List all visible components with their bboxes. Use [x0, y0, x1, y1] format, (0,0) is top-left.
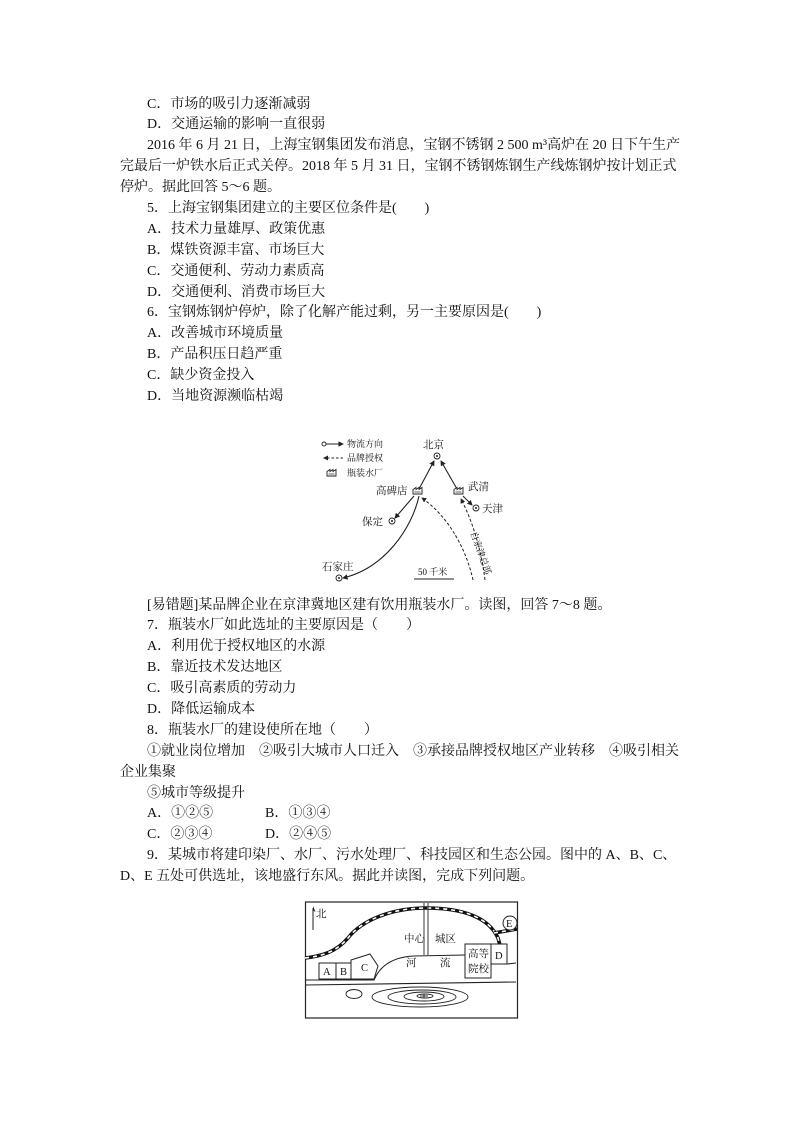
passage-line: 2016 年 6 月 21 日，上海宝钢集团发布消息，宝钢不锈钢 2 500 m³高炉在 20 日下午生产 [147, 138, 681, 154]
passage-line: 停炉。据此回答 5～6 题。 [120, 180, 281, 196]
river-label-he: 河 [406, 958, 417, 969]
q6-option-d: D．当地资源濒临枯竭 [147, 388, 284, 404]
q8-option-d: D．②④⑤ [265, 827, 332, 843]
place-tianjin: 天津 [482, 504, 503, 515]
shijiazhuang-point-dot-icon [338, 577, 340, 579]
site-b-label: B [340, 967, 348, 978]
q5-option-b: B．煤铁资源丰富、市场巨大 [147, 242, 325, 258]
scale-bar [414, 566, 454, 579]
legend-logistics-label: 物流方向 [347, 439, 384, 449]
factory-legend-icon [327, 470, 336, 477]
place-shijiazhuang: 石家庄 [322, 562, 354, 573]
q9-stem-line: D、E 五处可供选址，该地盛行东风。据此并读图，完成下列问题。 [120, 869, 535, 885]
place-gaobeidian: 高碑店 [376, 486, 408, 497]
route-gaobeidian-baoding [395, 496, 414, 518]
site-a-label: A [323, 967, 331, 978]
q7-option-d: D．降低运输成本 [147, 701, 256, 717]
q8-options-row [120, 825, 780, 846]
scale-label: 50 千米 [418, 567, 448, 577]
intro-7-8: [易错题]某品牌企业在京津冀地区建有饮用瓶装水厂。读图，回答 7～8 题。 [147, 597, 612, 613]
tianjin-point-dot-icon [475, 507, 477, 509]
site-c-label: C [361, 963, 369, 974]
city-label-center: 中心 [404, 934, 425, 945]
q8-statements-line: ⑤城市等级提升 [147, 785, 245, 801]
legend-license-label: 品牌授权 [347, 453, 384, 463]
q5-option-d: D．交通便利、消费市场巨大 [147, 284, 326, 300]
river-label-liu: 流 [440, 958, 451, 969]
questions-4-6-section [120, 95, 780, 408]
water-plant-map [315, 432, 510, 584]
q4-option-c: C．市场的吸引力逐渐减弱 [147, 96, 311, 112]
route-gaobeidian-shijiazhuang [343, 496, 419, 578]
city-label-district: 城区 [435, 934, 456, 945]
college-label-line1: 高等 [468, 949, 489, 960]
q7-option-c: C．吸引高素质的劳动力 [147, 681, 297, 697]
wuqing-factory-icon [454, 488, 463, 495]
questions-7-9-section [120, 596, 780, 888]
passage-line: 完最后一炉铁水后正式关停。2018 年 5 月 31 日，宝钢不锈钢炼钢生产线炼钢炉按计划正式 [120, 159, 677, 175]
college-label-line2: 院校 [468, 964, 489, 975]
q6-stem: 6．宝钢炼钢炉停炉，除了化解产能过剩，另一主要原因是( ) [147, 305, 542, 321]
q6-option-b: B．产品积压日趋严重 [147, 347, 283, 363]
q7-stem: 7．瓶装水厂如此选址的主要原因是（ ） [147, 618, 420, 634]
q5-option-c: C．交通便利、劳动力素质高 [147, 263, 325, 279]
site-d-label: D [495, 951, 503, 962]
q4-option-d: D．交通运输的影响一直很弱 [147, 117, 326, 133]
q8-option-a: A．①②⑤ [147, 806, 214, 822]
site-e-label: E [506, 919, 513, 930]
q8-option-b: B．①③④ [265, 806, 331, 822]
city-site-map [304, 900, 520, 1020]
north-label: 北 [316, 909, 327, 920]
legend-ring-icon [322, 442, 326, 446]
q7-option-a: A．利用优于授权地区的水源 [147, 639, 326, 655]
map-legend [322, 438, 383, 478]
license-arrowhead-icon [323, 456, 328, 461]
legend-plant-label: 瓶装水厂 [347, 468, 384, 478]
q6-option-a: A．改善城市环境质量 [147, 326, 284, 342]
route-wuqing-beijing [441, 461, 457, 489]
q8-statements-line: ①就业岗位增加 ②吸引大城市人口迁入 ③承接品牌授权地区产业转移 ④吸引相关 [147, 743, 679, 759]
q8-option-c: C．②③④ [147, 827, 213, 843]
route-label-hq: 自京津总部 [468, 530, 494, 576]
place-wuqing: 武清 [468, 482, 489, 493]
place-baoding: 保定 [362, 517, 383, 528]
route-wuqing-tianjin [463, 496, 472, 505]
gaobeidian-factory-icon [413, 488, 422, 495]
beijing-point-dot-icon [436, 455, 438, 457]
q5-option-a: A．技术力量雄厚、政策优惠 [147, 221, 326, 237]
q8-statements-line: 企业集聚 [120, 764, 176, 780]
q8-options-row [120, 804, 780, 825]
q7-option-b: B．靠近技术发达地区 [147, 660, 283, 676]
place-beijing: 北京 [423, 440, 444, 451]
q5-stem: 5．上海宝钢集团建立的主要区位条件是( ) [147, 200, 430, 216]
q8-stem: 8．瓶装水厂的建设使所在地（ ） [147, 722, 378, 738]
baoding-point-dot-icon [391, 520, 393, 522]
q9-stem-line: 9．某城市将建印染厂、水厂、污水处理厂、科技园区和生态公园。图中的 A、B、C、 [147, 848, 677, 864]
route-gaobeidian-beijing [419, 461, 434, 489]
q6-option-c: C．缺少资金投入 [147, 368, 255, 384]
